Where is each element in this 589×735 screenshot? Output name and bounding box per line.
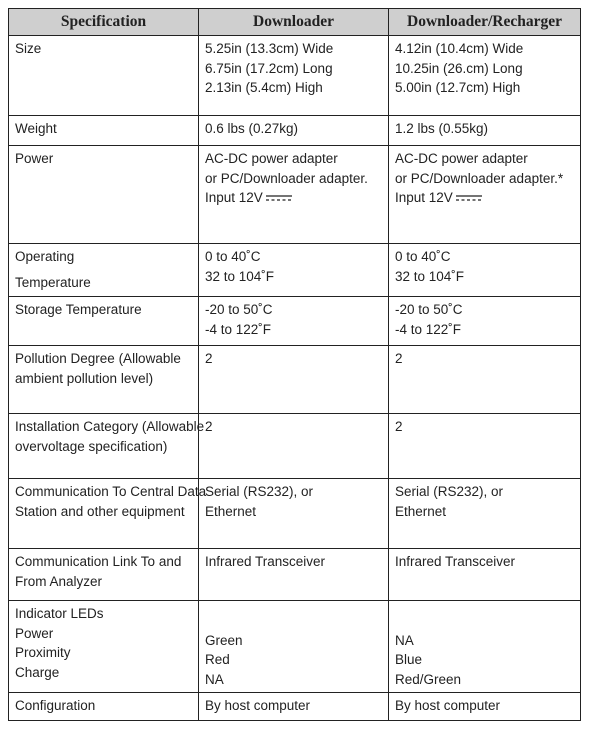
spec-label: Station and other equipment <box>15 503 185 519</box>
header-row <box>9 9 581 36</box>
recharger-cell <box>389 601 581 693</box>
row-storage-temperature <box>9 297 581 346</box>
row-size <box>9 36 581 116</box>
value-line: By host computer <box>205 698 311 713</box>
value-line: 10.25in (26.cm) Long <box>395 60 523 76</box>
value-line: 0.6 lbs (0.27kg) <box>205 121 299 136</box>
downloader-cell <box>199 479 389 549</box>
spec-label: Pollution Degree (Allowable <box>15 351 181 366</box>
spec-label: Operating <box>15 249 75 264</box>
value-line: NA <box>205 671 224 687</box>
recharger-cell <box>389 479 581 549</box>
recharger-cell <box>389 146 581 244</box>
value-line: -4 to 122˚F <box>395 321 462 337</box>
recharger-cell <box>389 297 581 346</box>
header-downloader: Downloader <box>199 9 389 36</box>
spec-cell <box>9 244 199 297</box>
spec-label: Configuration <box>15 698 96 713</box>
spec-cell <box>9 146 199 244</box>
value-line: 2 <box>395 419 403 434</box>
value-line: 6.75in (17.2cm) Long <box>205 60 333 76</box>
header-downloader-recharger: Downloader/Recharger <box>389 9 581 36</box>
spec-cell <box>9 549 199 601</box>
recharger-cell <box>389 693 581 721</box>
value-line: Green <box>205 632 243 648</box>
input-voltage-text: Input 12V <box>205 190 263 205</box>
spec-label: Power <box>15 625 54 641</box>
dc-symbol-icon <box>266 194 292 202</box>
value-line: Red <box>205 652 230 667</box>
recharger-cell <box>389 549 581 601</box>
spec-label: Power <box>15 151 54 166</box>
spec-cell <box>9 414 205 479</box>
recharger-cell <box>389 346 581 414</box>
input-voltage-text: Input 12V <box>395 190 453 205</box>
spec-label: Installation Category (Allowable <box>15 419 205 434</box>
downloader-cell <box>199 601 389 693</box>
value-line <box>395 188 574 208</box>
row-operating-temperature <box>9 244 581 297</box>
spec-label: Proximity <box>15 645 71 660</box>
recharger-cell <box>389 116 581 146</box>
row-pollution-degree <box>9 346 581 414</box>
value-line: 2.13in (5.4cm) High <box>205 80 323 95</box>
value-line: 2 <box>205 419 213 434</box>
spec-cell <box>9 297 199 346</box>
spec-label: Temperature <box>15 274 91 290</box>
value-line: Serial (RS232), or <box>205 484 314 499</box>
value-line <box>395 604 574 624</box>
value-line <box>205 188 382 208</box>
value-line: 5.25in (13.3cm) Wide <box>205 41 334 56</box>
value-line: Ethernet <box>395 503 447 519</box>
spec-cell <box>9 36 199 116</box>
value-line: -20 to 50˚C <box>205 302 273 317</box>
row-power <box>9 146 581 244</box>
spec-cell <box>9 116 199 146</box>
downloader-cell <box>199 116 389 146</box>
value-line: Ethernet <box>205 503 257 519</box>
recharger-cell <box>389 244 581 297</box>
value-line: or PC/Downloader adapter. <box>205 170 368 186</box>
spec-cell <box>9 346 199 414</box>
spec-label: overvoltage specification) <box>15 438 168 454</box>
downloader-cell <box>199 297 389 346</box>
value-line: 5.00in (12.7cm) High <box>395 80 521 95</box>
value-line: Infrared Transceiver <box>205 554 326 569</box>
value-line: -4 to 122˚F <box>205 321 272 337</box>
value-line: 0 to 40˚C <box>395 249 451 264</box>
value-line: 2 <box>205 351 213 366</box>
row-installation-category <box>9 414 581 479</box>
spec-label: Size <box>15 41 42 56</box>
downloader-cell <box>199 146 389 244</box>
spec-label: Weight <box>15 121 57 136</box>
dc-symbol-icon <box>456 194 482 202</box>
downloader-cell <box>199 346 389 414</box>
spec-cell <box>9 693 199 721</box>
value-line: Red/Green <box>395 671 462 687</box>
value-line: Serial (RS232), or <box>395 484 504 499</box>
spec-cell <box>9 479 207 549</box>
value-line: 0 to 40˚C <box>205 249 261 264</box>
specification-table <box>8 8 581 721</box>
value-line: By host computer <box>395 698 501 713</box>
value-line: -20 to 50˚C <box>395 302 463 317</box>
downloader-cell <box>199 414 389 479</box>
row-weight <box>9 116 581 146</box>
value-line: 32 to 104˚F <box>205 268 275 284</box>
value-line: 4.12in (10.4cm) Wide <box>395 41 524 56</box>
value-line: AC-DC power adapter <box>395 151 528 166</box>
value-line: NA <box>395 632 414 648</box>
recharger-cell <box>389 36 581 116</box>
value-line: or PC/Downloader adapter.* <box>395 170 564 186</box>
spec-label: Communication To Central Data <box>15 484 207 499</box>
downloader-cell <box>199 549 389 601</box>
value-line: 32 to 104˚F <box>395 268 465 284</box>
spec-label: Communication Link To and <box>15 554 182 569</box>
downloader-cell <box>199 693 389 721</box>
spec-label: Storage Temperature <box>15 302 142 317</box>
value-line: 2 <box>395 351 403 366</box>
spec-label: From Analyzer <box>15 573 103 589</box>
value-line <box>205 604 382 624</box>
value-line: 1.2 lbs (0.55kg) <box>395 121 489 136</box>
row-indicator-leds <box>9 601 581 693</box>
spec-cell <box>9 601 199 693</box>
spec-label: Charge <box>15 664 60 680</box>
downloader-cell <box>199 244 389 297</box>
downloader-cell <box>199 36 389 116</box>
header-specification: Specification <box>9 9 199 36</box>
row-configuration <box>9 693 581 721</box>
spec-label: Indicator LEDs <box>15 606 104 621</box>
spec-label: ambient pollution level) <box>15 370 154 386</box>
value-line: Blue <box>395 652 423 667</box>
row-communication-central <box>9 479 581 549</box>
recharger-cell <box>389 414 581 479</box>
value-line: AC-DC power adapter <box>205 151 338 166</box>
value-line: Infrared Transceiver <box>395 554 516 569</box>
row-communication-link <box>9 549 581 601</box>
